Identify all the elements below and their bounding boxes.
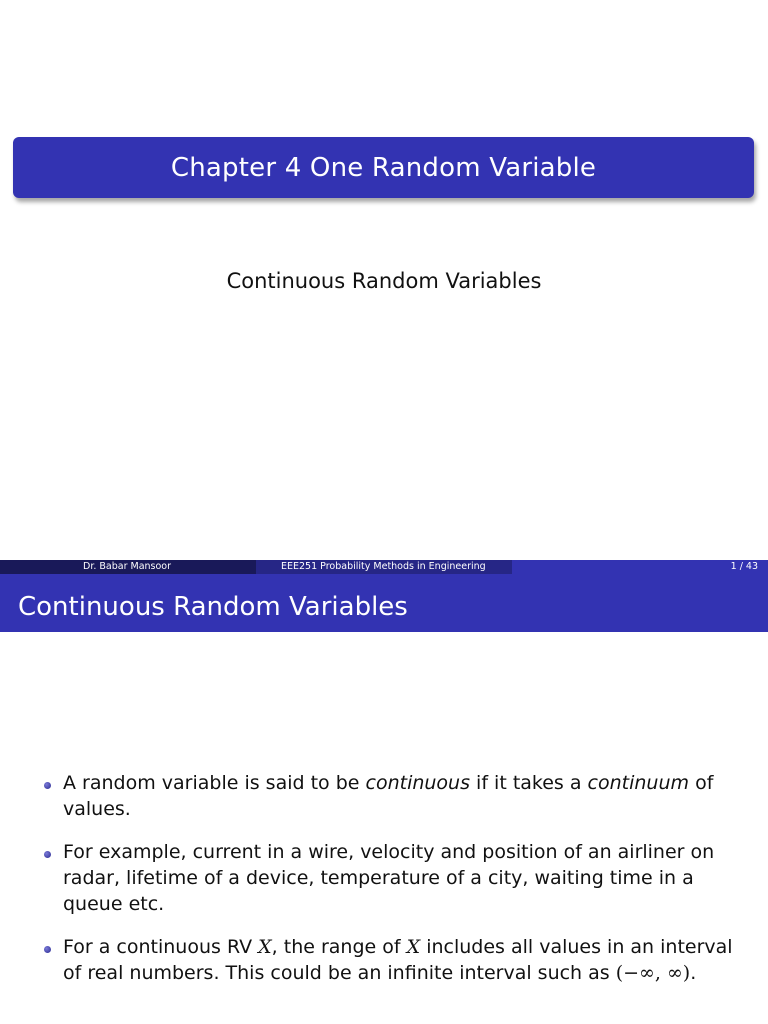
footer-course: EEE251 Probability Methods in Engineering [256, 560, 512, 574]
bullet-dot-icon [44, 782, 51, 789]
math-interval: (−∞, ∞) [615, 962, 691, 984]
frame-title-bar [0, 574, 768, 632]
bullet-list [44, 770, 754, 1003]
chapter-title: Chapter 4 One Random Variable [170, 152, 597, 183]
math-variable: X [406, 936, 421, 958]
slide-subtitle: Continuous Random Variables [226, 269, 542, 293]
footer-page-number: 1 / 43 [512, 560, 768, 574]
chapter-title-box [13, 137, 754, 198]
bullet-dot-icon [44, 851, 51, 858]
math-variable: X [258, 936, 272, 958]
bullet-dot-icon [44, 946, 51, 953]
bullet-item: For a continuous RV X, the range of X includes all values in an interval of real numbers. This could be an infinite interval such as (−∞, ∞). [44, 934, 754, 986]
footer-bar [0, 560, 768, 574]
bullet-item: A random variable is said to be continuous if it takes a continuum of values. [44, 770, 754, 822]
bullet-item: For example, current in a wire, velocity and position of an airliner on radar, lifetime of a device, temperature of a city, waiting time in a queue etc. [44, 839, 754, 917]
frame-title: Continuous Random Variables [18, 592, 408, 622]
footer-author: Dr. Babar Mansoor [0, 560, 256, 574]
